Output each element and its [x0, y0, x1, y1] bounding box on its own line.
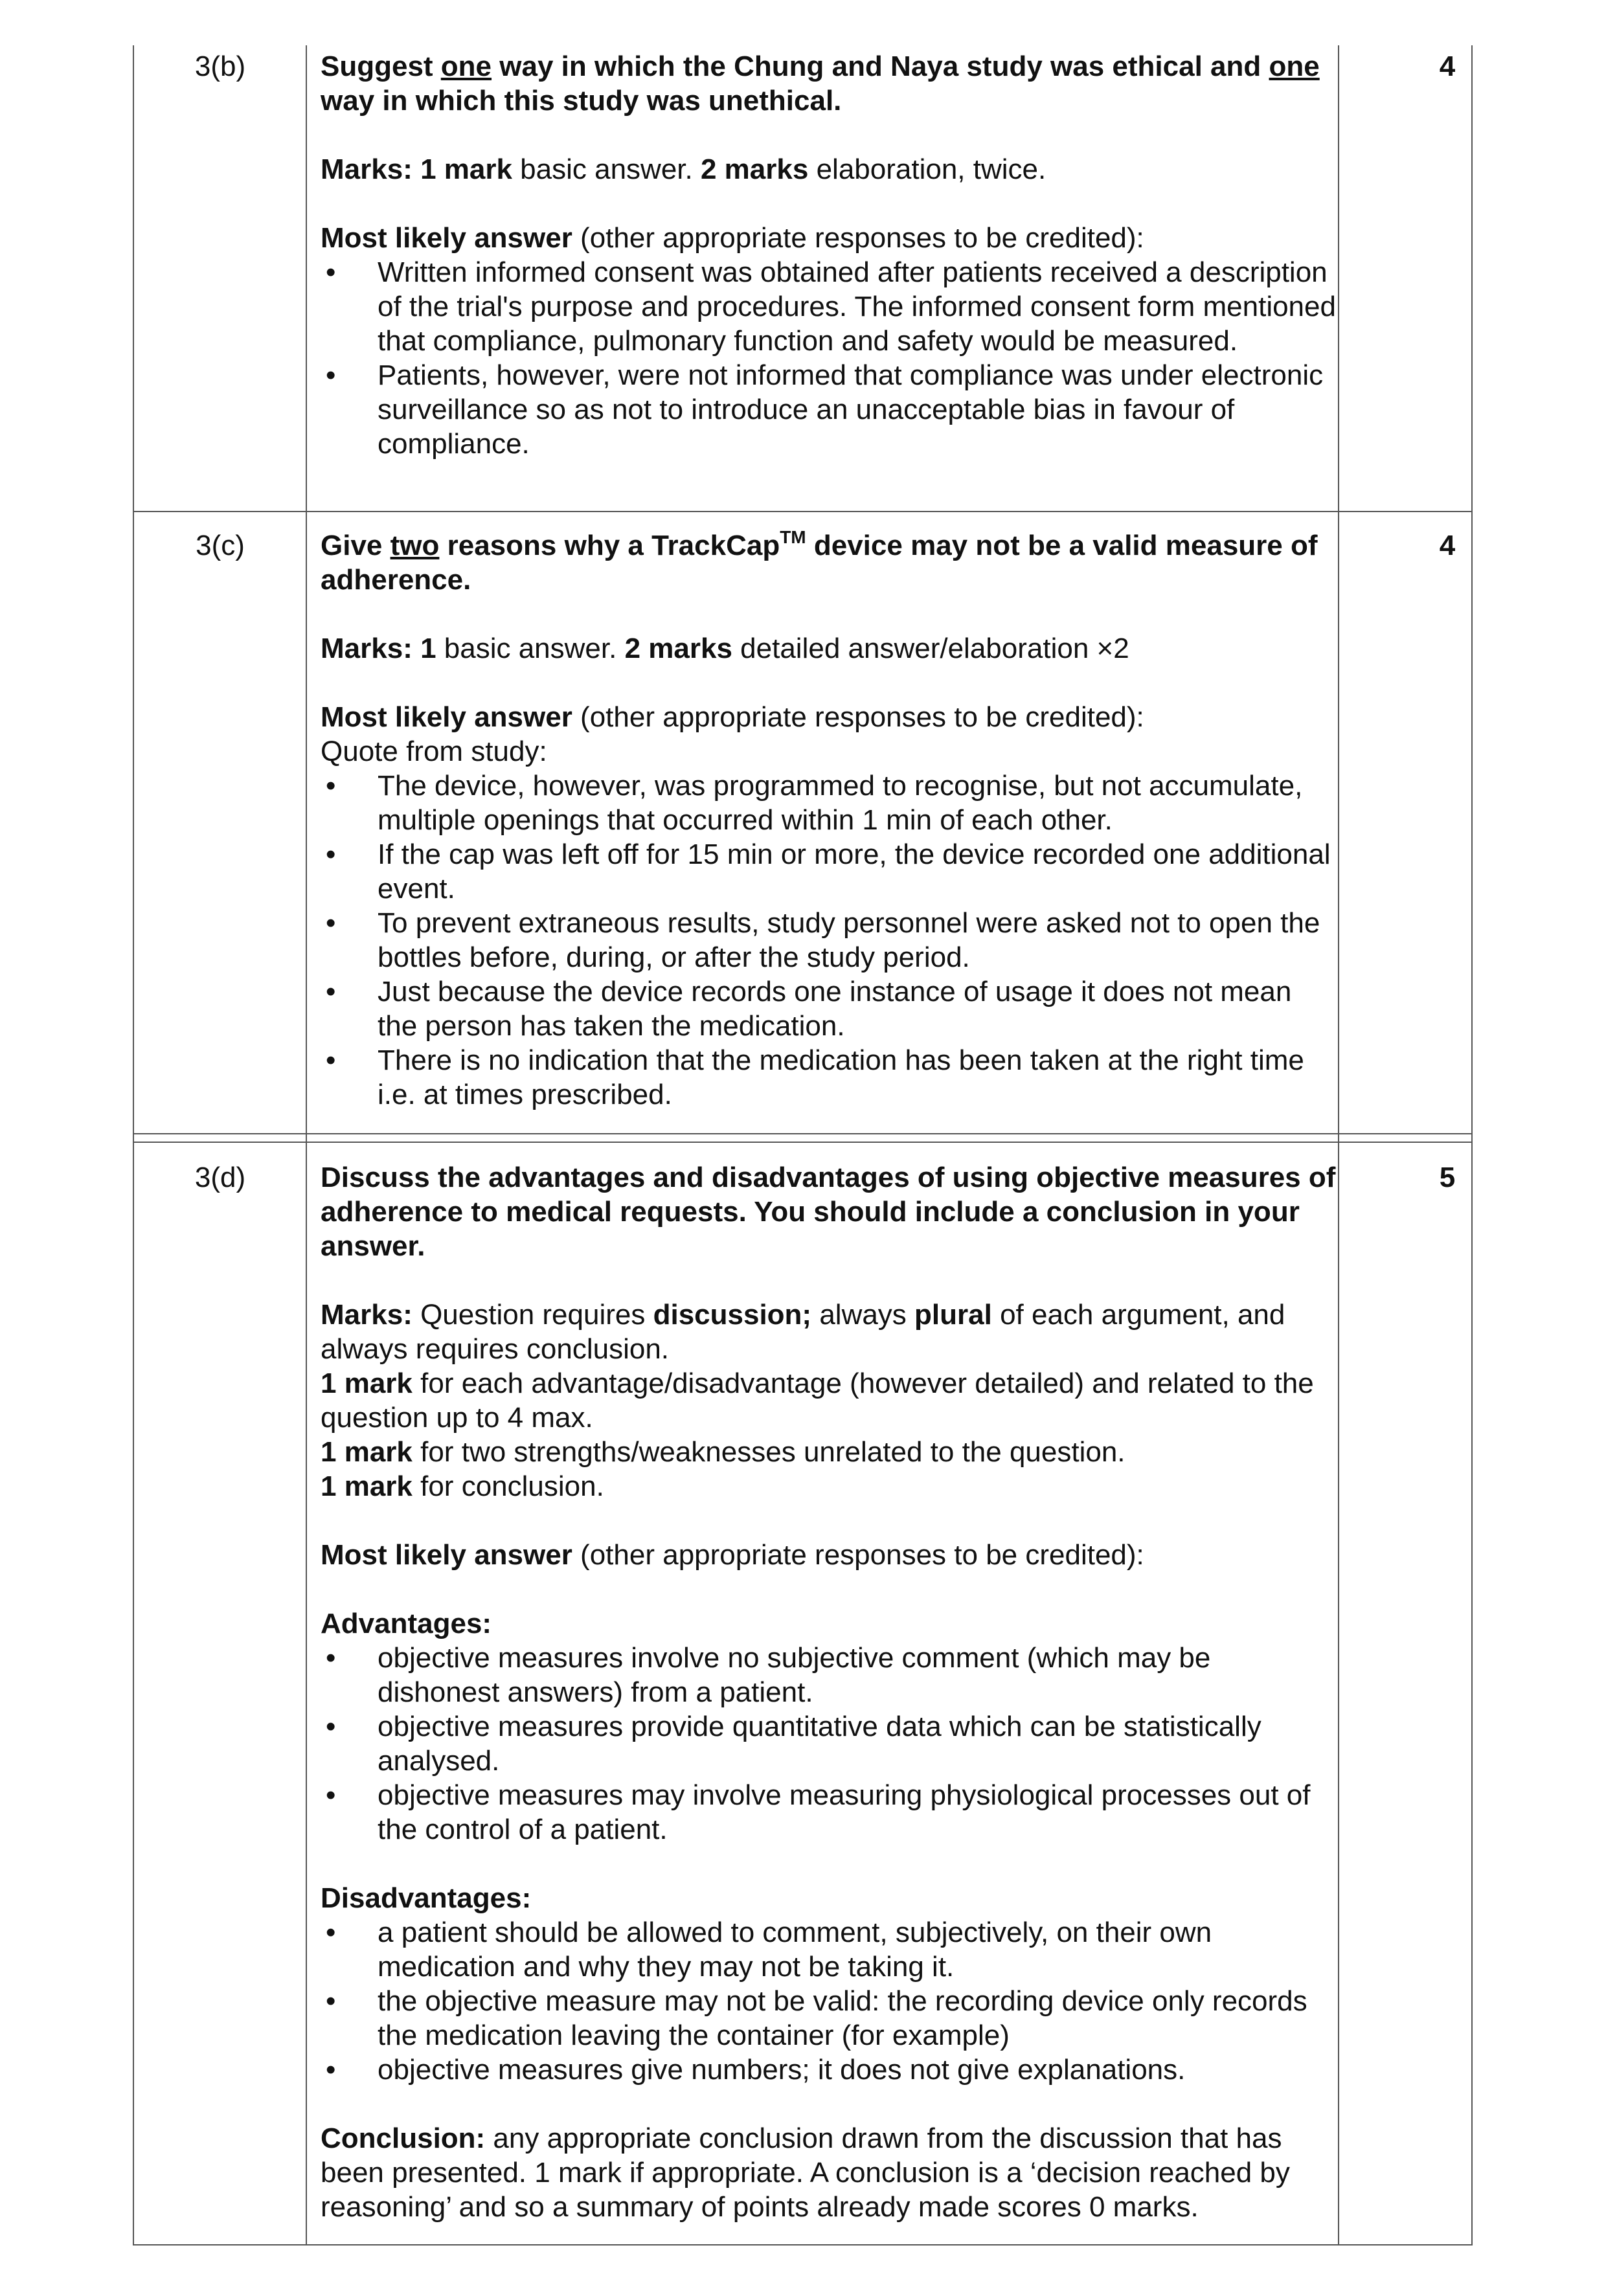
advantages-heading: Advantages:	[321, 1608, 492, 1639]
question-number: 3(b)	[194, 51, 246, 82]
marking-scheme: Marks: Question requires discussion; always plural of each argument, and always requires conclusion.	[321, 1299, 1285, 1365]
list-item: • the objective measure may not be valid: the recording device only records the medication leaving the container (for example)	[326, 1985, 1307, 2051]
question-text: Discuss the advantages and disadvantages of using objective measures of adherence to medical requests. You should include a conclusion in your answer.	[321, 1162, 1336, 1262]
list-item: • Just because the device records one instance of usage it does not mean the person has taken the medication.	[326, 976, 1292, 1042]
column-divider-2	[1338, 45, 1339, 2245]
list-item: • To prevent extraneous results, study personnel were asked not to open the bottles before, during, or after the study period.	[326, 907, 1320, 973]
conclusion-text: Conclusion: any appropriate conclusion drawn from the discussion that has been presented. 1 mark if appropriate. A conclusion is a ‘decision reached by reasoning’ and so a summary of points already made scores 0 marks.	[321, 2122, 1290, 2223]
likely-answer-heading: Most likely answer (other appropriate responses to be credited):	[321, 222, 1144, 254]
column-divider-1	[306, 45, 307, 2245]
question-number: 3(c)	[196, 530, 245, 561]
question-text: Give two reasons why a TrackCap™ device may not be a valid measure of adherence.	[321, 527, 1318, 596]
list-item: • objective measures may involve measuring physiological processes out of the control of a patient.	[326, 1779, 1311, 1845]
likely-answer-heading: Most likely answer (other appropriate responses to be credited):	[321, 1539, 1144, 1571]
list-item: • a patient should be allowed to comment, subjectively, on their own medication and why they may not be taking it.	[326, 1917, 1212, 1983]
marking-line: 1 mark for conclusion.	[321, 1470, 604, 1502]
table-border-bottom	[133, 2244, 1473, 2245]
list-item: • If the cap was left off for 15 min or more, the device recorded one additional event.	[326, 838, 1331, 905]
list-item: • Patients, however, were not informed that compliance was under electronic surveillance so as not to introduce an unacceptable bias in favour of compliance.	[326, 359, 1324, 460]
row-divider-3c-3d-top	[133, 1133, 1473, 1134]
list-item: • objective measures give numbers; it does not give explanations.	[326, 2054, 1186, 2086]
marking-line: 1 mark for two strengths/weaknesses unrelated to the question.	[321, 1436, 1125, 1468]
list-item: • There is no indication that the medication has been taken at the right time i.e. at times prescribed.	[326, 1044, 1304, 1110]
likely-answer-heading: Most likely answer (other appropriate responses to be credited):	[321, 701, 1144, 733]
list-item: • objective measures involve no subjective comment (which may be dishonest answers) from a patient.	[326, 1642, 1211, 1708]
question-marks: 4	[1439, 51, 1456, 82]
question-number: 3(d)	[194, 1162, 246, 1193]
row-divider-3b-3c	[133, 511, 1473, 512]
row-divider-3c-3d-bottom	[133, 1142, 1473, 1143]
list-item: • The device, however, was programmed to recognise, but not accumulate, multiple openings that occurred within 1 min of each other.	[326, 770, 1303, 836]
answer-content-3d	[321, 1160, 1337, 2224]
question-marks: 4	[1439, 530, 1456, 561]
answer-list	[321, 255, 1337, 461]
marking-scheme: Marks: 1 mark basic answer. 2 marks elaboration, twice.	[321, 153, 1046, 185]
advantages-list	[321, 1641, 1337, 1847]
question-marks: 5	[1439, 1162, 1456, 1193]
answer-content-3b	[321, 49, 1337, 461]
marking-scheme: Marks: 1 basic answer. 2 marks detailed answer/elaboration ×2	[321, 633, 1129, 664]
answer-content-3c	[321, 528, 1337, 1112]
disadvantages-list	[321, 1915, 1337, 2087]
list-item: • objective measures provide quantitative data which can be statistically analysed.	[326, 1711, 1261, 1777]
table-border-left	[133, 45, 134, 2245]
quote-label: Quote from study:	[321, 736, 547, 767]
disadvantages-heading: Disadvantages:	[321, 1882, 532, 1914]
marking-line: 1 mark for each advantage/disadvantage (however detailed) and related to the question up to 4 max.	[321, 1367, 1314, 1434]
list-item: • Written informed consent was obtained after patients received a description of the trial's purpose and procedures. The informed consent form mentioned that compliance, pulmonary function and safety would be measured.	[326, 256, 1336, 357]
table-border-right	[1471, 45, 1473, 2245]
answer-list	[321, 769, 1337, 1112]
question-text: Suggest one way in which the Chung and Naya study was ethical and one way in which this study was unethical.	[321, 51, 1320, 117]
